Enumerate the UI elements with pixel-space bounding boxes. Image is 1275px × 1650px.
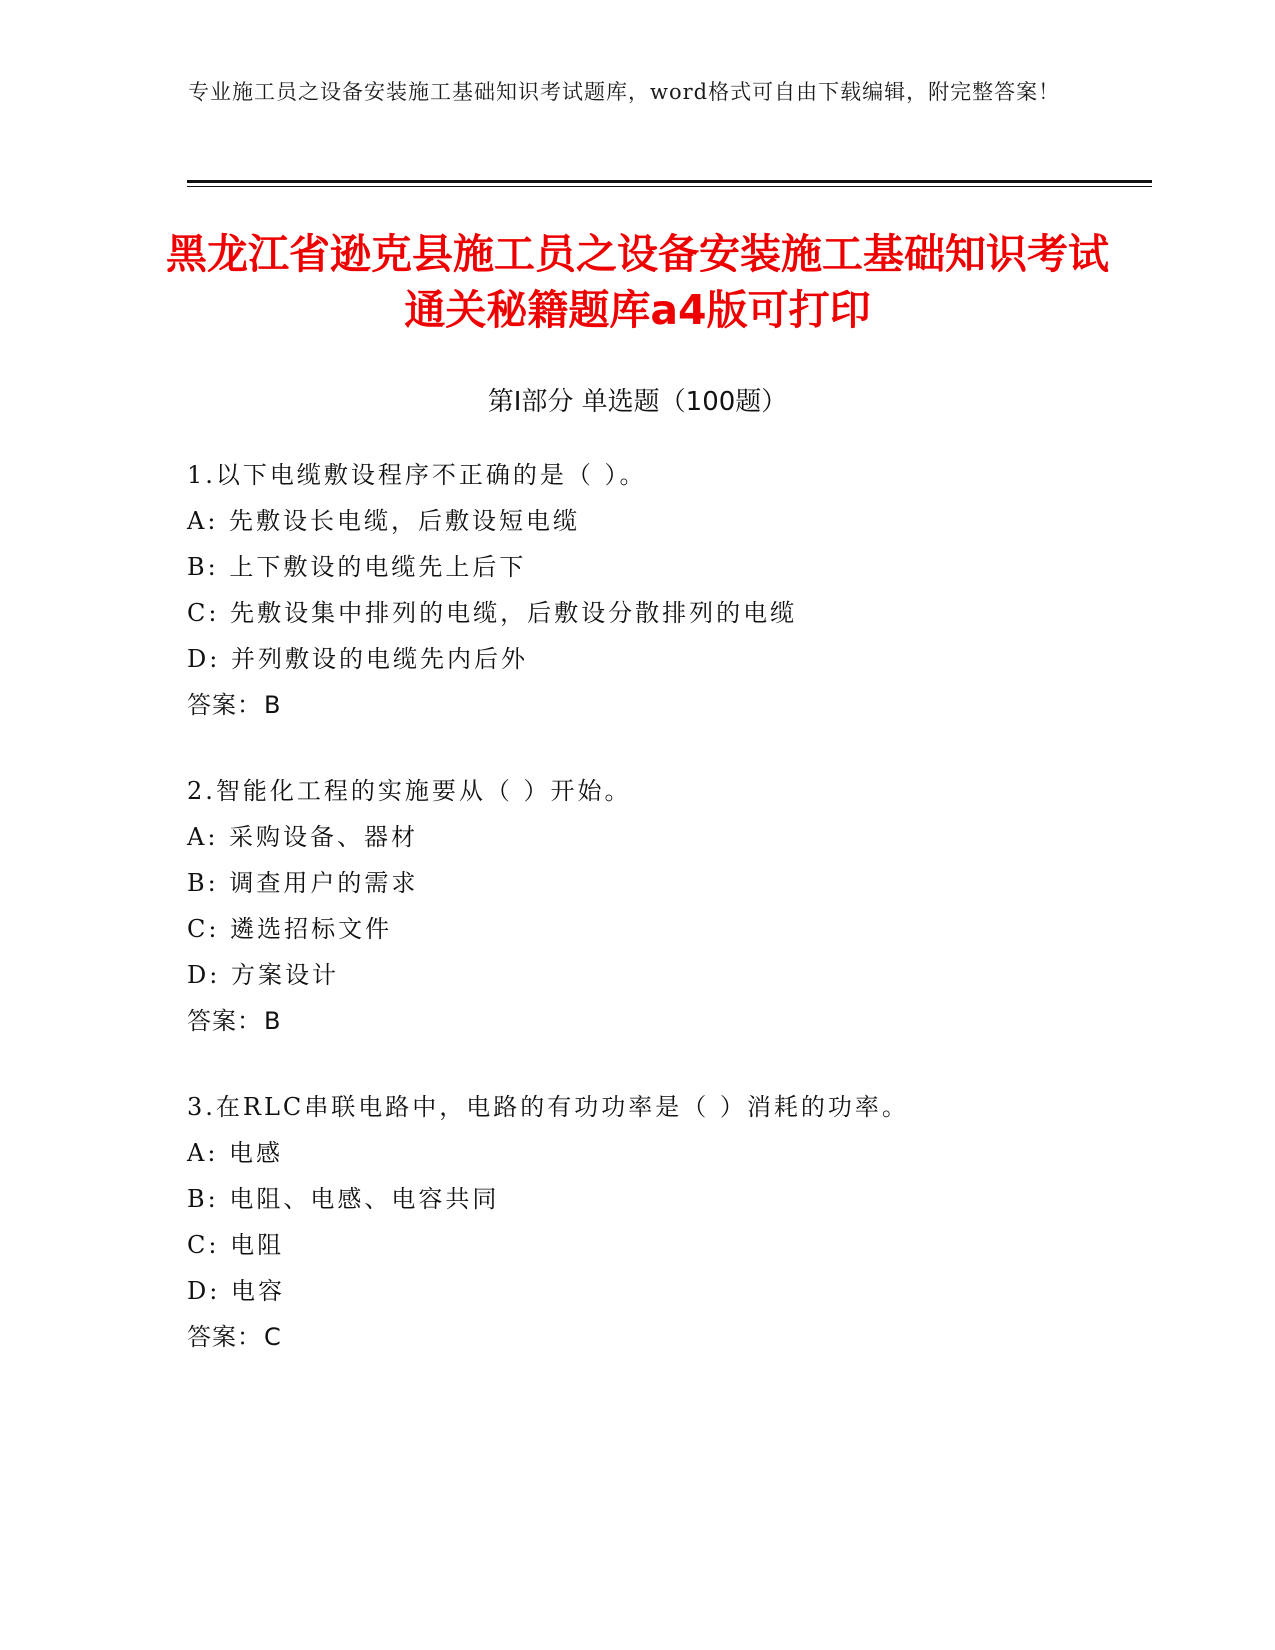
answer-label: 答案： <box>187 691 262 719</box>
answer-line <box>187 1314 1107 1360</box>
section-heading: 第Ⅰ部分 单选题（100题） <box>487 387 788 417</box>
answer-line <box>187 998 1107 1044</box>
question-3 <box>187 1084 1107 1360</box>
question-stem: 1.以下电缆敷设程序不正确的是（ ）。 <box>187 461 647 489</box>
answer-value: B <box>264 691 282 719</box>
option-b: B: 调查用户的需求 <box>187 869 419 897</box>
header-rule-thin <box>187 186 1152 187</box>
option-a: A: 先敷设长电缆，后敷设短电缆 <box>187 507 581 535</box>
header-note: 专业施工员之设备安装施工基础知识考试题库，word格式可自由下载编辑，附完整答案！ <box>188 80 1061 104</box>
document-title: 黑龙江省逊克县施工员之设备安装施工基础知识考试通关秘籍题库a4版可打印 <box>166 230 1109 334</box>
option-a: A: 电感 <box>187 1139 284 1167</box>
header-rule-thick <box>187 180 1152 183</box>
option-d: D: 电容 <box>187 1277 285 1305</box>
question-1 <box>187 452 1107 728</box>
answer-value: B <box>264 1007 282 1035</box>
answer-label: 答案： <box>187 1007 262 1035</box>
option-a: A: 采购设备、器材 <box>187 823 419 851</box>
option-d: D: 并列敷设的电缆先内后外 <box>187 645 528 673</box>
option-c: C: 电阻 <box>187 1231 285 1259</box>
option-b: B: 上下敷设的电缆先上后下 <box>187 553 527 581</box>
answer-line <box>187 682 1107 728</box>
option-b: B: 电阻、电感、电容共同 <box>187 1185 500 1213</box>
question-stem: 3.在RLC串联电路中，电路的有功功率是（ ）消耗的功率。 <box>187 1093 909 1121</box>
option-c: C: 遴选招标文件 <box>187 915 393 943</box>
answer-value: C <box>264 1323 282 1351</box>
question-stem: 2.智能化工程的实施要从（ ）开始。 <box>187 777 632 805</box>
option-d: D: 方案设计 <box>187 961 339 989</box>
question-2 <box>187 768 1107 1044</box>
answer-label: 答案： <box>187 1323 262 1351</box>
option-c: C: 先敷设集中排列的电缆，后敷设分散排列的电缆 <box>187 599 798 627</box>
